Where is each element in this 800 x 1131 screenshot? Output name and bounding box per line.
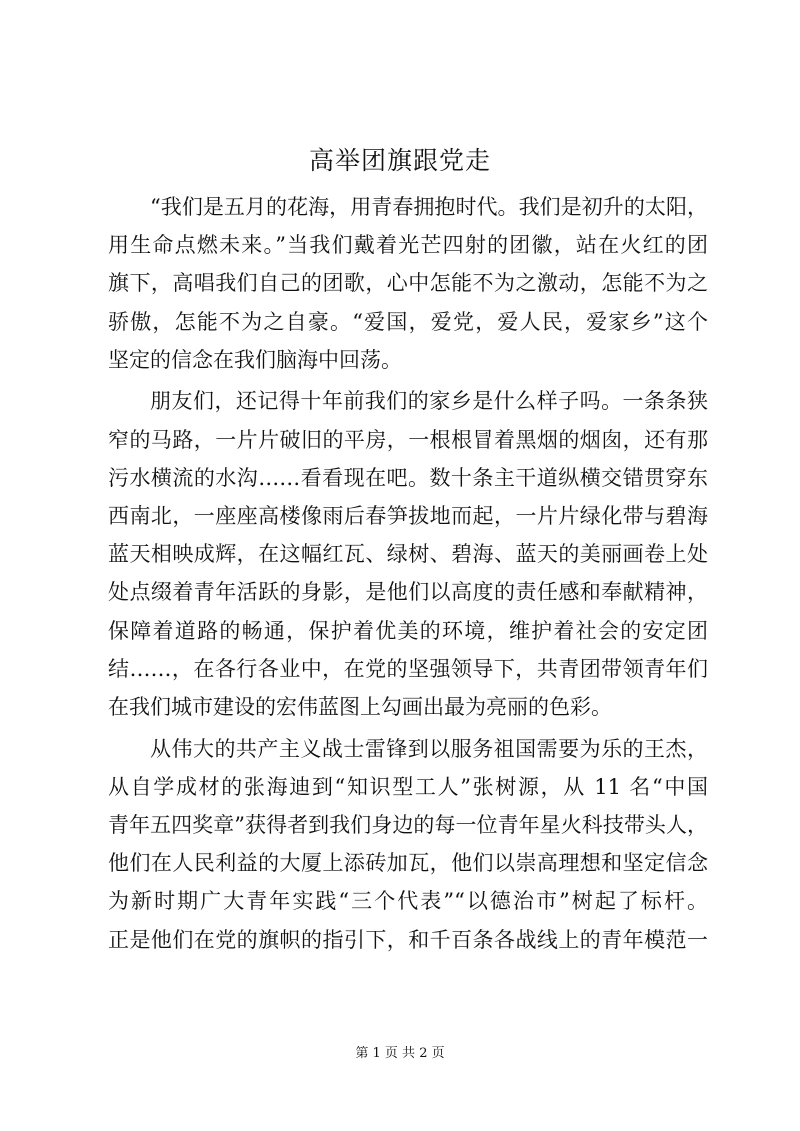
paragraph-2: [108, 382, 708, 726]
paragraph-line: 朋友们，还记得十年前我们的家乡是什么样子吗。一条条狭: [150, 389, 708, 414]
paragraph-line: 窄的马路，一片片破旧的平房，一根根冒着黑烟的烟囱，还有那: [108, 427, 708, 452]
paragraph-line: “我们是五月的花海，用青春拥抱时代。我们是初升的太阳，: [150, 195, 708, 219]
paragraph-line: 正是他们在党的旗帜的指引下，和千百条各战线上的青年模范一: [108, 927, 708, 952]
paragraph-line: 从自学成材的张海迪到“知识型工人”张树源，从 11 名“中国: [108, 774, 708, 799]
paragraph-line: 坚定的信念在我们脑海中回荡。: [108, 347, 402, 372]
paragraph-3: [108, 730, 708, 959]
paragraph-line: 在我们城市建设的宏伟蓝图上勾画出最为亮丽的色彩。: [108, 694, 612, 719]
document-title: 高举团旗跟党走: [308, 146, 491, 175]
paragraph-line: 保障着道路的畅通，保护着优美的环境，维护着社会的安定团: [108, 618, 708, 643]
paragraph-line: 从伟大的共产主义战士雷锋到以服务祖国需要为乐的王杰，: [150, 736, 708, 761]
paragraph-line: 旗下，高唱我们自己的团歌，心中怎能不为之激动，怎能不为之: [108, 271, 708, 296]
paragraph-line: 他们在人民利益的大厦上添砖加瓦，他们以崇高理想和坚定信念: [108, 851, 708, 876]
paragraph-line: 青年五四奖章”获得者到我们身边的每一位青年星火科技带头人，: [108, 813, 708, 837]
paragraph-line: 处点缀着青年活跃的身影，是他们以高度的责任感和奉献精神，: [108, 580, 708, 605]
paragraph-line: 污水横流的水沟……看看现在吧。数十条主干道纵横交错贯穿东: [108, 465, 708, 490]
paragraph-line: 用生命点燃未来。”当我们戴着光芒四射的团徽，站在火红的团: [108, 233, 708, 258]
document-body: [108, 188, 708, 959]
paragraph-line: 结……，在各行各业中，在党的坚强领导下，共青团带领青年们: [108, 656, 708, 681]
paragraph-line: 蓝天相映成辉，在这幅红瓦、绿树、碧海、蓝天的美丽画卷上处: [108, 542, 708, 567]
paragraph-line: 为新时期广大青年实践“三个代表”“以德治市”树起了标杆。: [108, 889, 708, 914]
paragraph-1: [108, 188, 708, 379]
page-footer: 第 1 页 共 2 页: [355, 1046, 445, 1061]
paragraph-line: 西南北，一座座高楼像雨后春笋拔地而起，一片片绿化带与碧海: [108, 504, 708, 528]
paragraph-line: 骄傲，怎能不为之自豪。“爱国，爱党，爱人民，爱家乡”这个: [108, 309, 708, 334]
